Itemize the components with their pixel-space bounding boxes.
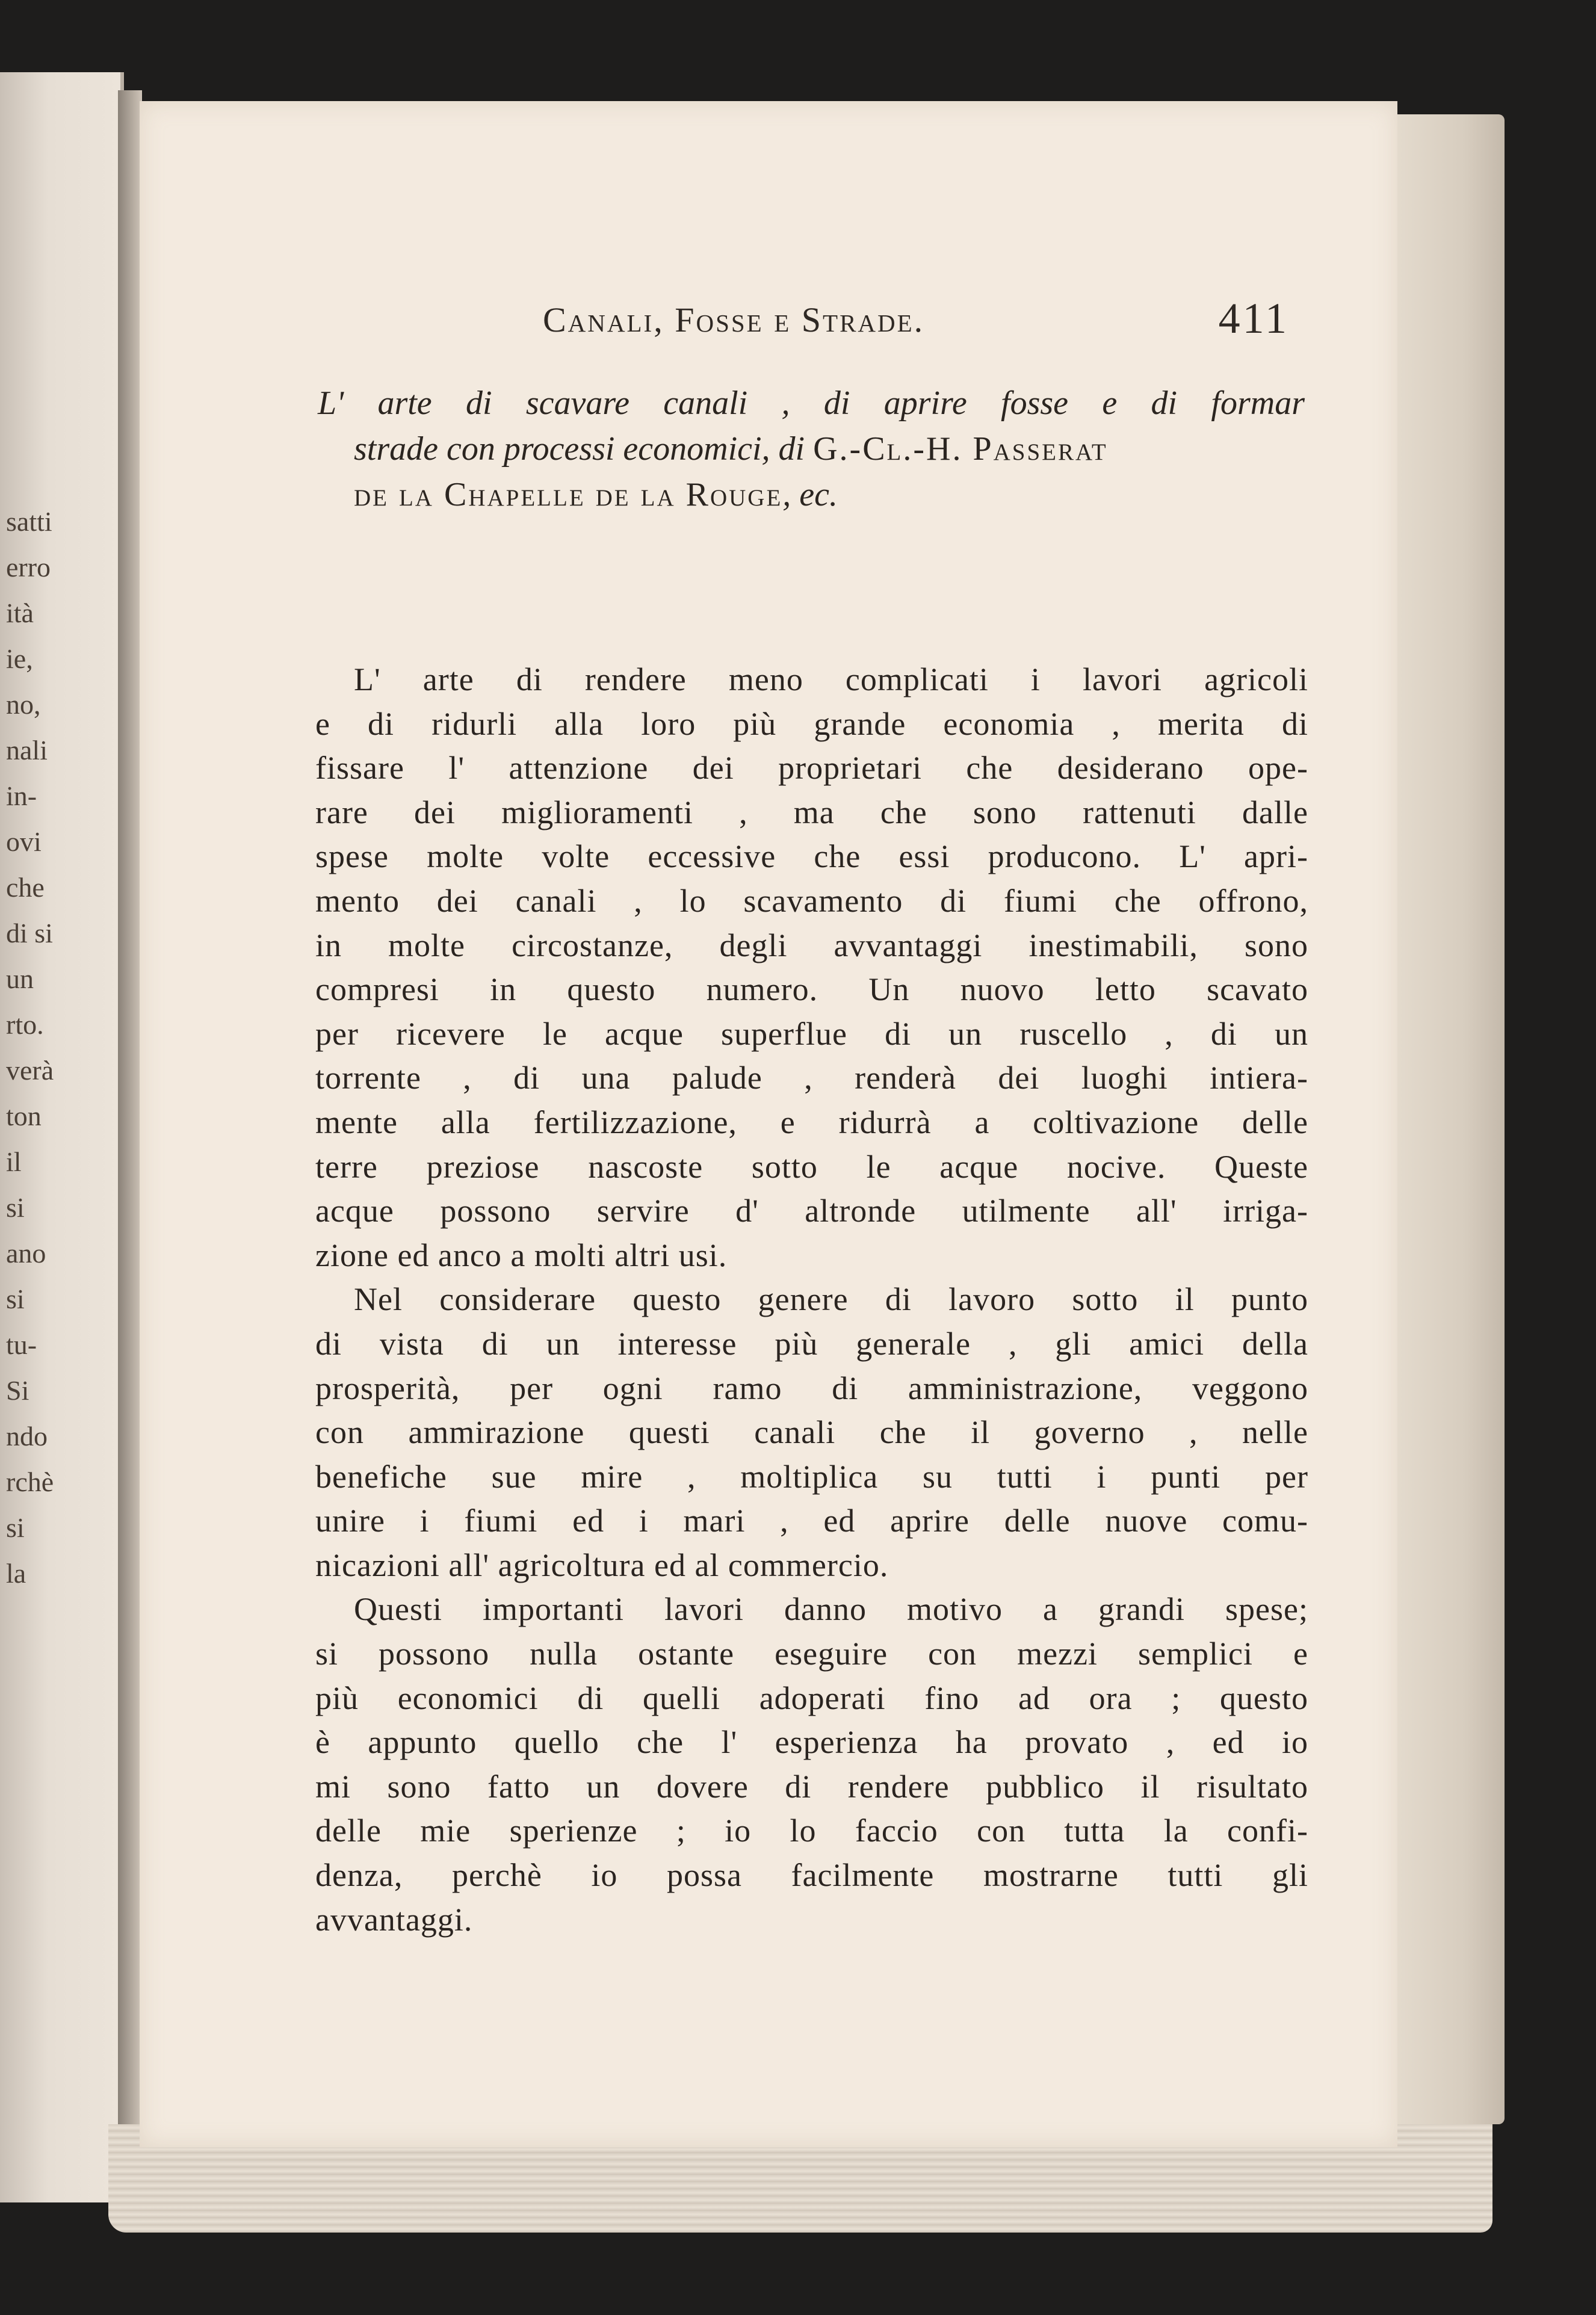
text-line: mente alla fertilizzazione, e ridurrà a coltivazione delle [315, 1104, 1308, 1140]
running-header-title: Canali, Fosse e Strade. [543, 300, 925, 339]
text-line: con ammirazione questi canali che il governo , nelle [315, 1414, 1308, 1451]
text-line: acque possono servire d' altronde utilmente all' irriga- [315, 1193, 1308, 1229]
left-page-fragment: ie, [6, 643, 33, 674]
left-page-fragment: nali [6, 735, 48, 765]
text-line: in molte circostanze, degli avvantaggi inestimabili, sono [315, 927, 1308, 963]
text-line: benefiche sue mire , moltiplica su tutti i punti per [315, 1458, 1308, 1495]
author-name: G.-Cl.-H. Passerat [813, 430, 1108, 468]
text-line: torrente , di una palude , renderà dei luoghi intiera- [315, 1060, 1308, 1096]
book-gutter [118, 90, 142, 2196]
left-page-fragment: no, [6, 689, 41, 720]
text-line: denza, perchè io possa facilmente mostrarne tutti gli [315, 1857, 1308, 1894]
author-name-cont: de la Chapelle de la Rouge [354, 476, 783, 513]
article-title-line: L' arte di scavare canali , di aprire fosse e di formar [318, 385, 1305, 422]
left-page-fragment: la [6, 1558, 26, 1589]
left-page-fragment: si [6, 1512, 25, 1543]
text-line: rare dei miglioramenti , ma che sono rattenuti dalle [315, 794, 1308, 830]
left-page-fragment: ità [6, 598, 34, 628]
left-page-fragment: un [6, 963, 34, 994]
article-title-line [318, 430, 1305, 475]
left-page-fragment: il [6, 1146, 22, 1177]
running-header [543, 294, 1289, 354]
left-page-fragment: di si [6, 918, 53, 948]
text-line: e di ridurli alla loro più grande economia , merita di [315, 705, 1308, 742]
text-line: si possono nulla ostante eseguire con mezzi semplici e [315, 1636, 1308, 1672]
text-line: unire i fiumi ed i mari , ed aprire delle nuove comu- [315, 1503, 1308, 1539]
article-title-line [318, 475, 1305, 521]
text-line: delle mie sperienze ; io lo faccio con tutta la confi- [315, 1813, 1308, 1849]
text-line: prosperità, per ogni ramo di amministrazione, veggono [315, 1370, 1308, 1406]
left-page-fragment: ovi [6, 826, 42, 857]
left-page-fragment: tu- [6, 1329, 37, 1360]
text-line: è appunto quello che l' esperienza ha provato , ed io [315, 1724, 1308, 1761]
text-line: spese molte volte eccessive che essi producono. L' apri- [315, 838, 1308, 875]
text-line: fissare l' attenzione dei proprietari che desiderano ope- [315, 750, 1308, 787]
text-line: terre preziose nascoste sotto le acque nocive. Queste [315, 1148, 1308, 1185]
left-page-fragment: Si [6, 1375, 29, 1406]
text-line: Questi importanti lavori danno motivo a grandi spese; [354, 1591, 1308, 1628]
page-number: 411 [1218, 294, 1289, 342]
left-page-fragment: che [6, 872, 45, 903]
text-line: L' arte di rendere meno complicati i lavori agricoli [354, 661, 1308, 697]
left-page-fragment: verà [6, 1055, 54, 1086]
text-line: avvantaggi. [315, 1901, 473, 1938]
left-page-fragment: si [6, 1192, 25, 1223]
left-page-fragment: satti [6, 506, 52, 537]
text-line: mi sono fatto un dovere di rendere pubblico il risultato [315, 1768, 1308, 1805]
article-title-tail: , ec. [782, 476, 838, 513]
body-text [315, 658, 1308, 1942]
left-page-fragment: ton [6, 1101, 42, 1131]
text-line: zione ed anco a molti altri usi. [315, 1237, 728, 1273]
left-page-fragment: erro [6, 552, 51, 583]
article-title-italic: strade con processi economici, di [354, 430, 814, 468]
left-page-fragment: ndo [6, 1421, 48, 1451]
book-page [140, 101, 1397, 2147]
text-line: mento dei canali , lo scavamento di fiumi che offrono, [315, 882, 1308, 919]
text-line: nicazioni all' agricoltura ed al commercio. [315, 1547, 889, 1583]
left-page-fragment: ano [6, 1238, 46, 1269]
text-line: Nel considerare questo genere di lavoro sotto il punto [354, 1281, 1308, 1318]
text-line: per ricevere le acque superflue di un ruscello , di un [315, 1015, 1308, 1052]
article-title [318, 384, 1305, 521]
left-page-fragment: si [6, 1284, 25, 1314]
text-line: compresi in questo numero. Un nuovo letto scavato [315, 971, 1308, 1008]
left-page-fragment: rchè [6, 1467, 54, 1497]
previous-page-edge [0, 72, 124, 2202]
left-page-fragment: rto. [6, 1009, 44, 1040]
left-page-fragment: in- [6, 780, 37, 811]
text-line: di vista di un interesse più generale , gli amici della [315, 1325, 1308, 1362]
text-line: più economici di quelli adoperati fino ad ora ; questo [315, 1680, 1308, 1716]
